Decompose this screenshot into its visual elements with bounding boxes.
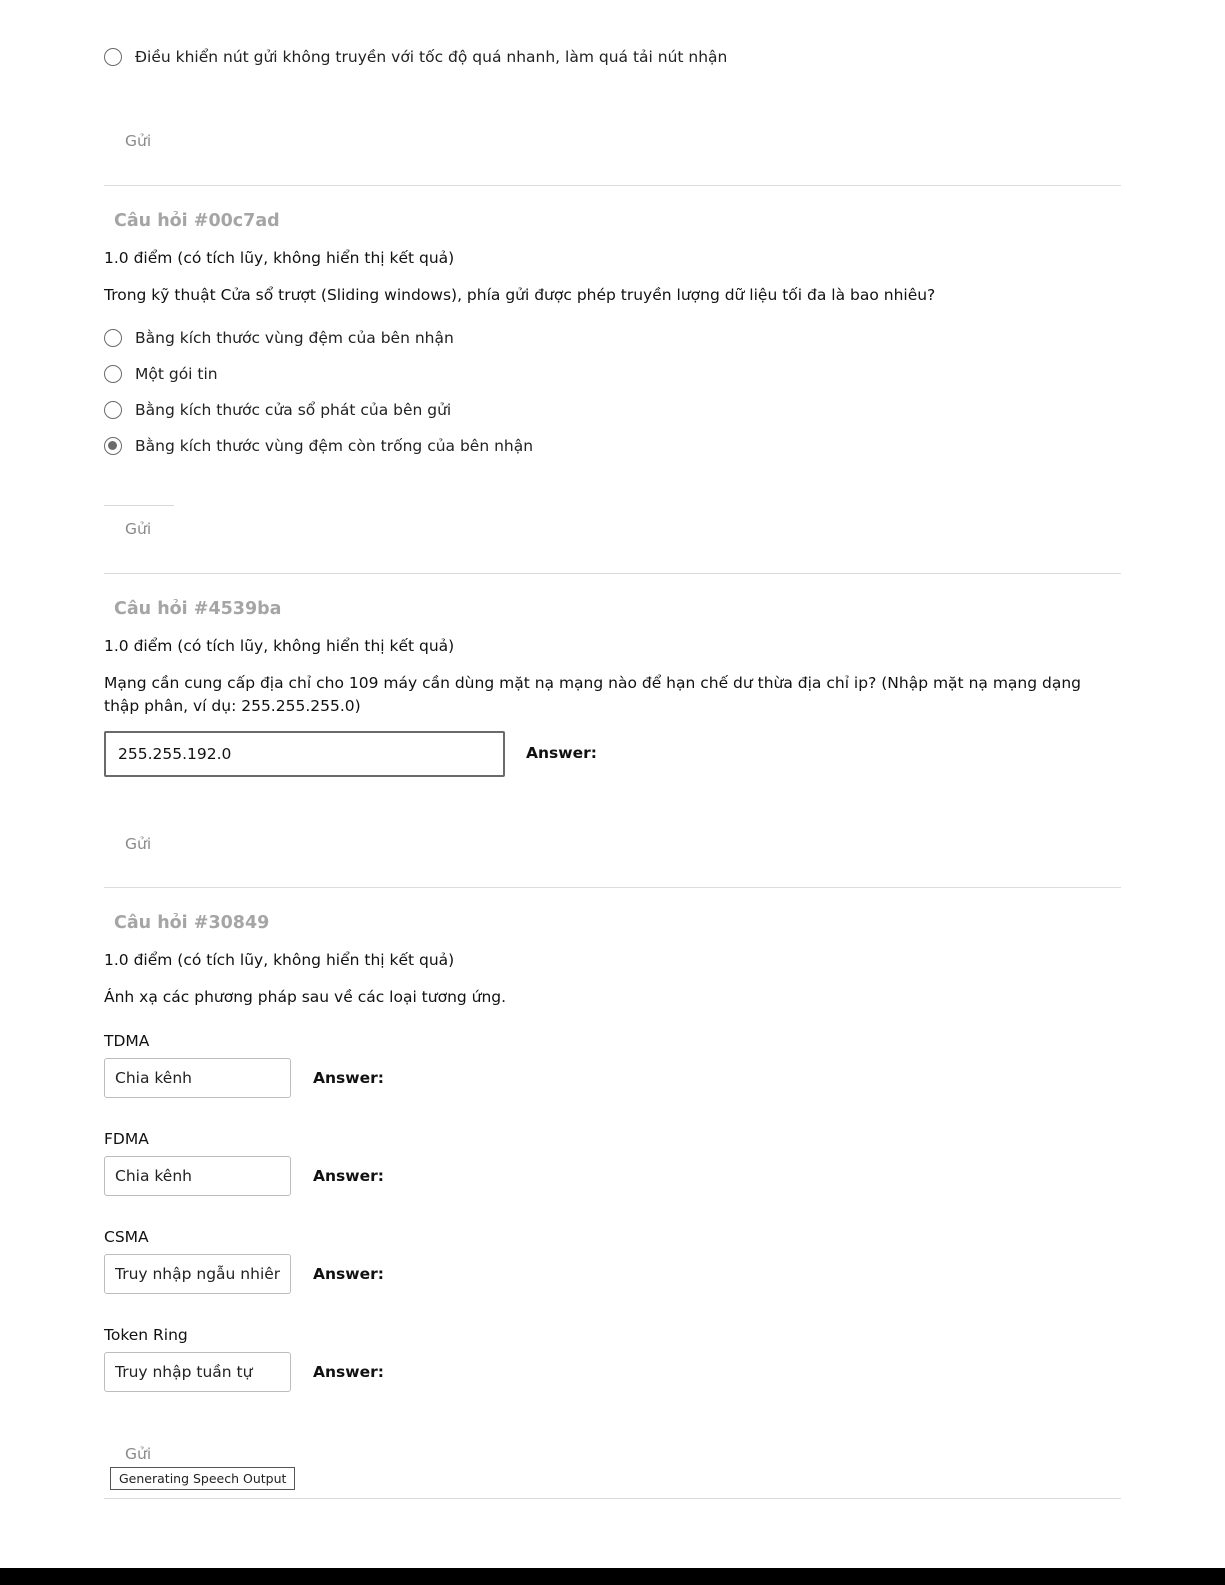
speech-output-tooltip: Generating Speech Output <box>110 1467 295 1490</box>
divider <box>104 1498 1121 1499</box>
answer-label: Answer: <box>526 744 597 762</box>
option-label: Bằng kích thước vùng đệm còn trống của bên nhận <box>135 437 534 455</box>
answer-label: Answer: <box>313 1363 384 1381</box>
option-label: Một gói tin <box>135 365 218 383</box>
mapping-term: Token Ring <box>104 1326 188 1344</box>
question-text: Ánh xạ các phương pháp sau về các loại tương ứng. <box>104 988 507 1006</box>
question-points: 1.0 điểm (có tích lũy, không hiển thị kết quả) <box>104 951 455 969</box>
option-label: Bằng kích thước cửa sổ phát của bên gửi <box>135 401 452 419</box>
radio-button[interactable] <box>104 401 122 419</box>
question-points: 1.0 điểm (có tích lũy, không hiển thị kết quả) <box>104 249 455 267</box>
question-title: Câu hỏi #4539ba <box>114 599 282 619</box>
option-row-selected[interactable] <box>104 434 533 458</box>
divider <box>104 573 1121 574</box>
answer-input[interactable] <box>104 731 505 777</box>
mapping-input[interactable] <box>104 1156 291 1196</box>
submit-button[interactable]: Gửi <box>125 835 152 853</box>
question-text: Trong kỹ thuật Cửa sổ trượt (Sliding windows), phía gửi được phép truyền lượng dữ liệu tối đa là bao nhiêu? <box>104 286 936 304</box>
answer-label: Answer: <box>313 1265 384 1283</box>
question-title: Câu hỏi #00c7ad <box>114 211 280 231</box>
mapping-term: FDMA <box>104 1130 149 1148</box>
radio-button-selected[interactable] <box>104 437 122 455</box>
option-row[interactable] <box>104 326 454 350</box>
question-title: Câu hỏi #30849 <box>114 913 270 933</box>
option-label: Điều khiển nút gửi không truyền với tốc độ quá nhanh, làm quá tải nút nhận <box>135 48 728 66</box>
divider <box>104 505 174 506</box>
radio-button[interactable] <box>104 48 122 66</box>
mapping-term: CSMA <box>104 1228 149 1246</box>
submit-button[interactable]: Gửi <box>125 520 152 538</box>
mapping-input[interactable] <box>104 1352 291 1392</box>
mapping-input[interactable] <box>104 1058 291 1098</box>
answer-label: Answer: <box>313 1167 384 1185</box>
bottom-bar <box>0 1568 1225 1585</box>
question-text: Mạng cần cung cấp địa chỉ cho 109 máy cần dùng mặt nạ mạng nào để hạn chế dư thừa địa chỉ ip? (Nhập mặt nạ mạng dạng thập phân, ví dụ: 255.255.255.0) <box>104 674 1081 715</box>
submit-button[interactable]: Gửi <box>125 132 152 150</box>
divider <box>104 185 1121 186</box>
option-row[interactable] <box>104 45 727 69</box>
mapping-term: TDMA <box>104 1032 150 1050</box>
divider <box>104 887 1121 888</box>
option-label: Bằng kích thước vùng đệm của bên nhận <box>135 329 454 347</box>
mapping-input[interactable] <box>104 1254 291 1294</box>
radio-button[interactable] <box>104 365 122 383</box>
submit-button[interactable]: Gửi <box>125 1445 152 1463</box>
answer-label: Answer: <box>313 1069 384 1087</box>
option-row[interactable] <box>104 398 451 422</box>
radio-button[interactable] <box>104 329 122 347</box>
question-points: 1.0 điểm (có tích lũy, không hiển thị kết quả) <box>104 637 455 655</box>
option-row[interactable] <box>104 362 218 386</box>
